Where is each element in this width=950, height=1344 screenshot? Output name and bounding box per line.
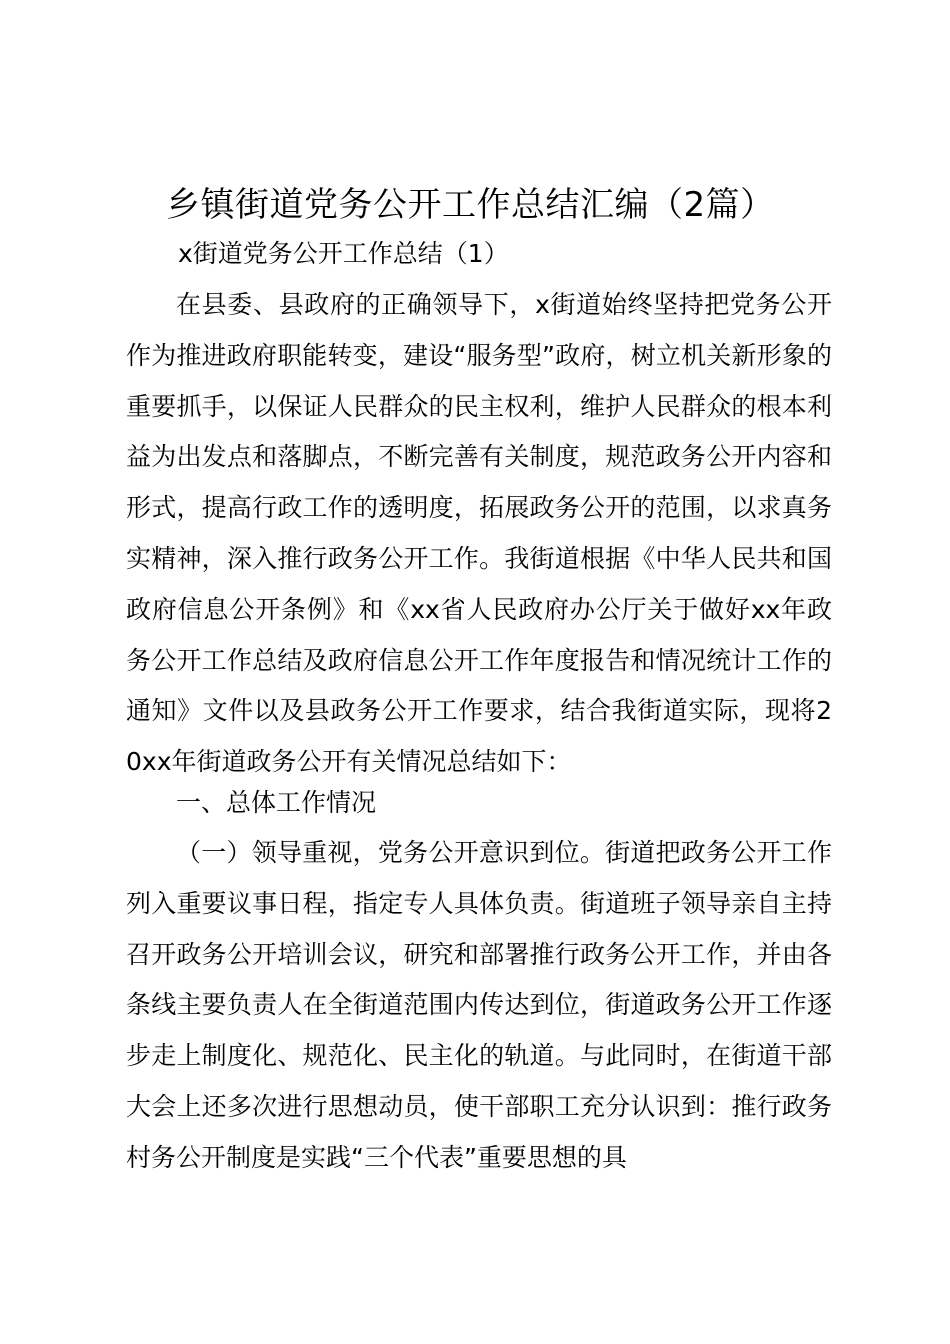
section-heading: 一、总体工作情况 <box>176 788 377 817</box>
document-title: 乡镇街道党务公开工作总结汇编（2篇） <box>166 185 775 225</box>
body-paragraph: 在县委、县政府的正确领导下，x街道始终坚持把党务公开作为推进政府职能转变，建设“服务型”政府，树立机关新形象的重要抓手，以保证人民群众的民主权利，维护人民群众的根本利益为出发点和落脚点，不断完善有关制度，规范政务公开内容和形式，提高行政工作的透明度，拓展政务公开的范围，以求真务实精神，深入推行政务公开工作。我街道根据《中华人民共和国政府信息公开条例》和《xx省人民政府办公厅关于做好xx年政务公开工作总结及政府信息公开工作年度报告和情况统计工作的通知》文件以及县政务公开工作要求，结合我街道实际，现将20xx年街道政务公开有关情况总结如下： <box>126 290 832 777</box>
document-subtitle: x街道党务公开工作总结（1） <box>178 239 509 268</box>
body-paragraph: （一）领导重视，党务公开意识到位。街道把政务公开工作列入重要议事日程，指定专人具体负责。街道班子领导亲自主持召开政务公开培训会议，研究和部署推行政务公开工作，并由各条线主要负责人在全街道范围内传达到位，街道政务公开工作逐步走上制度化、规范化、民主化的轨道。与此同时，在街道干部大会上还多次进行思想动员，使干部职工充分认识到：推行政务村务公开制度是实践“三个代表”重要思想的具 <box>126 838 832 1172</box>
